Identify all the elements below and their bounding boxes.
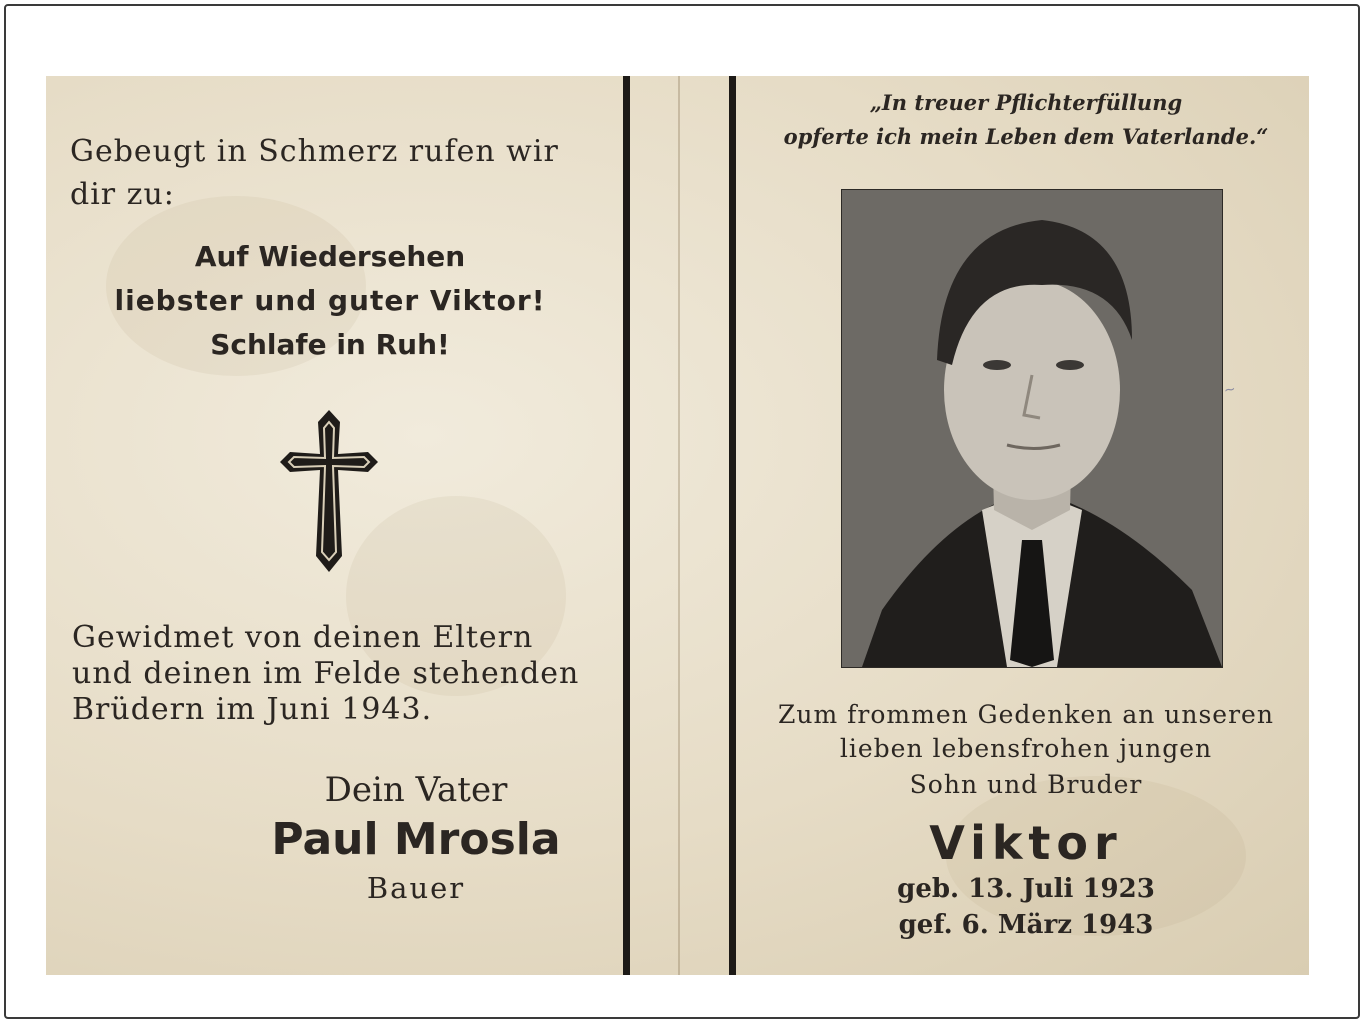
dedication-line-3: Brüdern im Juni 1943. (72, 692, 433, 727)
intro-line-2: dir zu: (70, 177, 175, 212)
deceased-name: Viktor (929, 816, 1123, 870)
signoff: Dein Vater (324, 770, 508, 810)
portrait-photo (841, 189, 1223, 668)
farewell-line-2: liebster und guter Viktor! (114, 284, 546, 317)
right-black-rule (729, 76, 736, 975)
dedication-line-1: Gewidmet von deinen Eltern (72, 620, 534, 655)
dedication-line-2: und deinen im Felde stehenden (72, 656, 580, 691)
father-name: Paul Mrosla (271, 814, 561, 865)
left-black-rule (623, 76, 630, 975)
quote-line-2: opferte ich mein Leben dem Vaterlande.“ (783, 124, 1269, 149)
father-occupation: Bauer (366, 871, 466, 905)
portrait-figure (842, 190, 1222, 667)
memorial-line-1: Zum frommen Gedenken an unseren (778, 700, 1274, 729)
fold-line (678, 76, 680, 975)
cross-icon (276, 406, 382, 576)
memorial-line-3: Sohn und Bruder (909, 770, 1143, 799)
quote-line-1: „In treuer Pflichterfüllung (869, 90, 1183, 115)
ink-mark: ~ (1222, 381, 1238, 399)
memorial-card (46, 76, 1309, 975)
memorial-line-2: lieben lebensfrohen jungen (839, 734, 1213, 763)
farewell-line-1: Auf Wiedersehen (194, 240, 466, 273)
birth-date: geb. 13. Juli 1923 (897, 874, 1155, 904)
farewell-line-3: Schlafe in Ruh! (210, 328, 450, 361)
intro-line-1: Gebeugt in Schmerz rufen wir (70, 134, 559, 169)
death-date: gef. 6. März 1943 (898, 910, 1154, 940)
